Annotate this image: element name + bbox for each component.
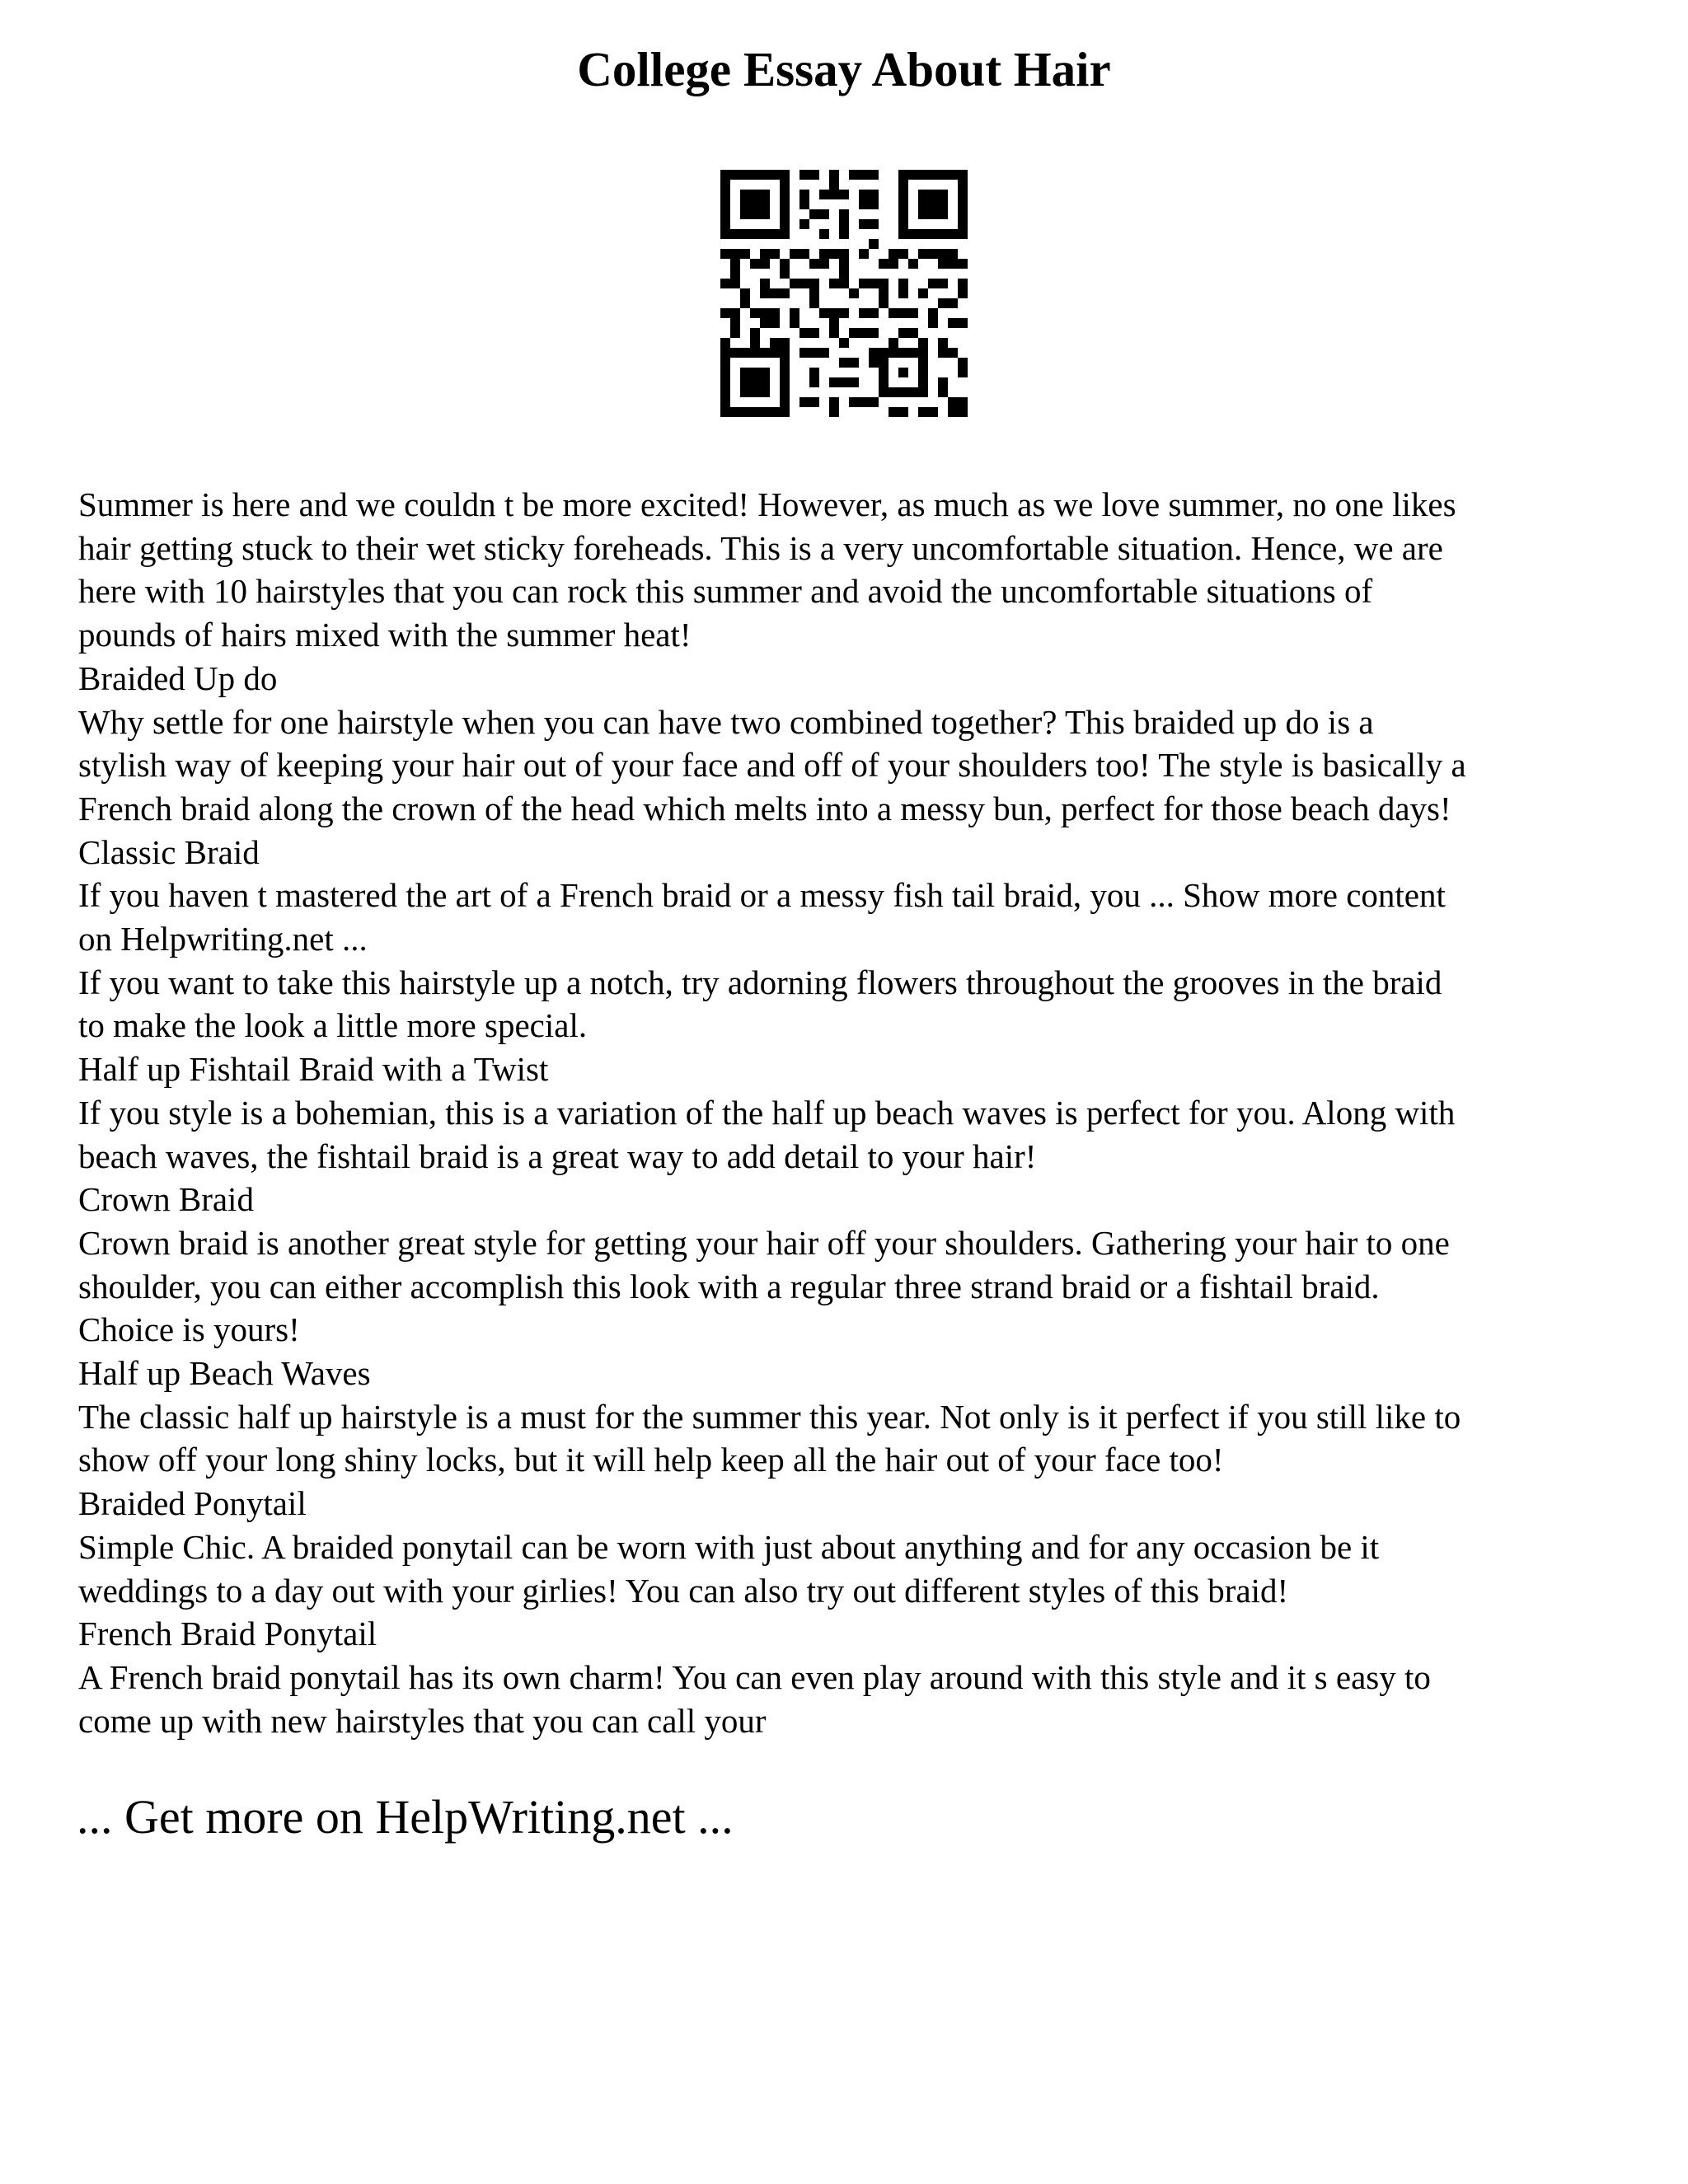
section-heading: Classic Braid	[78, 832, 260, 871]
body-line: on Helpwriting.net ...	[78, 920, 368, 958]
body-line: If you style is a bohemian, this is a variation of the half up beach waves is perfect for you. Along with	[78, 1093, 1456, 1132]
section-heading: Braided Up do	[78, 658, 278, 697]
body-line: A French braid ponytail has its own charm! You can even play around with this style and it s easy to	[78, 1657, 1431, 1696]
qr-code-icon	[720, 170, 968, 417]
body-line: pounds of hairs mixed with the summer heat!	[78, 616, 692, 654]
body-line: Choice is yours!	[78, 1310, 300, 1349]
body-line: show off your long shiny locks, but it will help keep all the hair out of your face too!	[78, 1441, 1224, 1479]
body-line: weddings to a day out with your girlies! You can also try out different styles of this braid!	[78, 1571, 1289, 1610]
body-line: beach waves, the fishtail braid is a great way to add detail to your hair!	[78, 1137, 1037, 1175]
section-heading: Half up Fishtail Braid with a Twist	[78, 1050, 549, 1089]
body-line: Summer is here and we couldn t be more excited! However, as much as we love summer, no one likes	[78, 485, 1456, 523]
body-line: come up with new hairstyles that you can call your	[78, 1701, 767, 1740]
body-line: If you haven t mastered the art of a French braid or a messy fish tail braid, you ... Show more content	[78, 876, 1446, 915]
section-heading: French Braid Ponytail	[78, 1615, 377, 1653]
body-line: shoulder, you can either accomplish this look with a regular three strand braid or a fishtail braid.	[78, 1267, 1380, 1305]
body-line: French braid along the crown of the head which melts into a messy bun, perfect for those beach days!	[78, 789, 1451, 827]
body-line: hair getting stuck to their wet sticky foreheads. This is a very uncomfortable situation. Hence, we are	[78, 528, 1443, 567]
page-title: College Essay About Hair	[577, 42, 1111, 96]
body-line: stylish way of keeping your hair out of your face and off of your shoulders too! The style is basically a	[78, 746, 1466, 785]
section-heading: Crown Braid	[78, 1180, 254, 1219]
essay-body	[78, 483, 1628, 1742]
body-line: Simple Chic. A braided ponytail can be worn with just about anything and for any occasion be it	[78, 1527, 1380, 1566]
body-line: If you want to take this hairstyle up a notch, try adorning flowers throughout the grooves in the braid	[78, 963, 1442, 1001]
get-more-link[interactable]: ... Get more on HelpWriting.net ...	[77, 1790, 734, 1844]
body-line: to make the look a little more special.	[78, 1006, 588, 1045]
section-heading: Braided Ponytail	[78, 1484, 307, 1523]
section-heading: Half up Beach Waves	[78, 1354, 371, 1393]
body-line: The classic half up hairstyle is a must for the summer this year. Not only is it perfect if you still like to	[78, 1397, 1461, 1436]
body-line: Crown braid is another great style for getting your hair off your shoulders. Gathering your hair to one	[78, 1223, 1450, 1262]
body-line: Why settle for one hairstyle when you can have two combined together? This braided up do is a	[78, 702, 1374, 741]
body-line: here with 10 hairstyles that you can rock this summer and avoid the uncomfortable situations of	[78, 572, 1373, 611]
